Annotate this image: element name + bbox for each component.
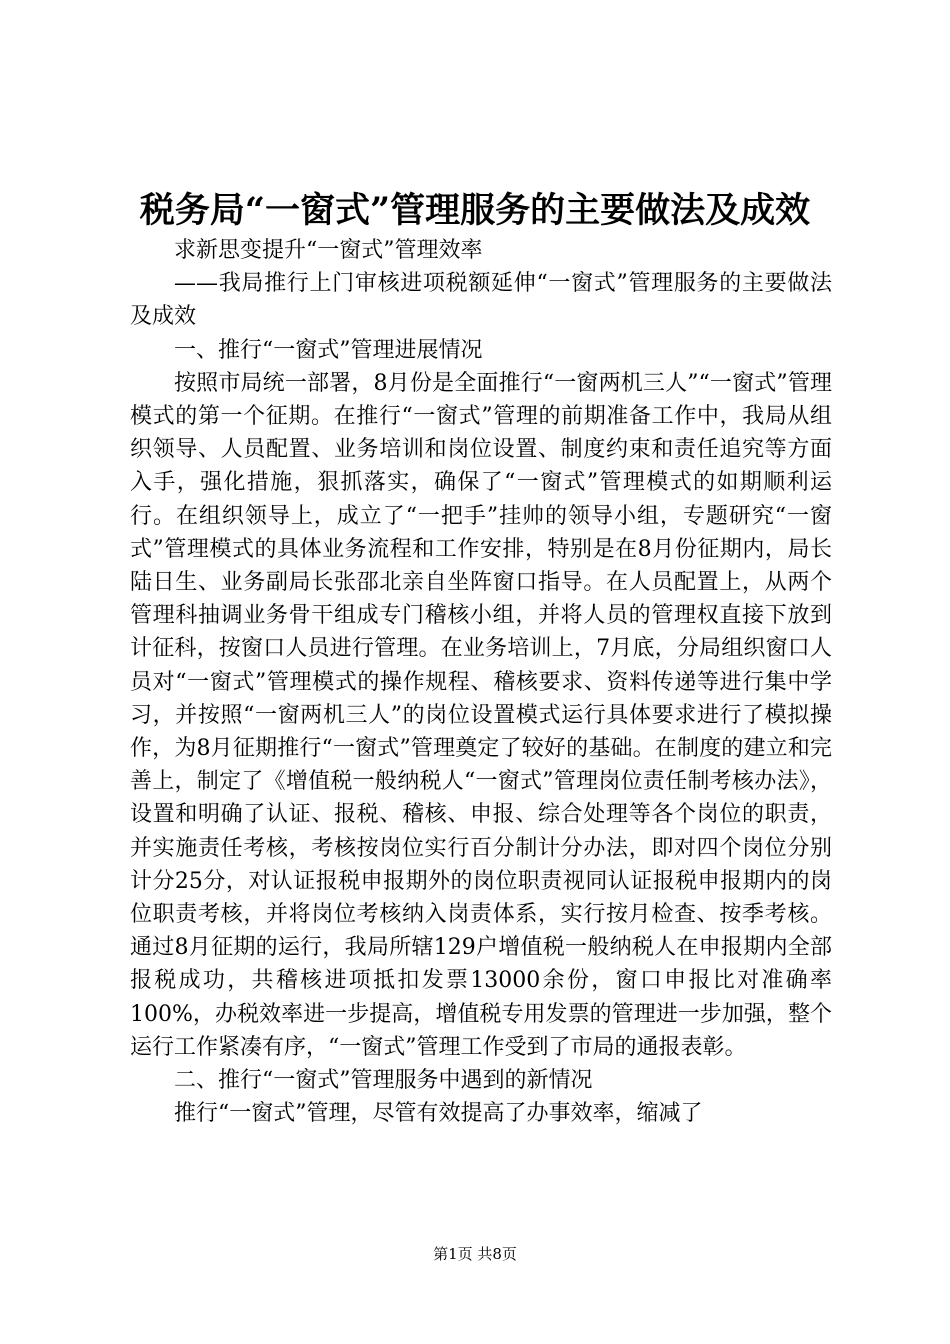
body-paragraph-1: 按照市局统一部署，8月份是全面推行“一窗两机三人”“一窗式”管理模式的第一个征期。在推行“一窗式”管理的前期准备工作中，我局从组织领导、人员配置、业务培训和岗位设置、制度约束和责任追究等方面入手，强化措施，狠抓落实，确保了“一窗式”管理模式的如期顺利运行。在组织领导上，成立了“一把手”挂帅的领导小组，专题研究“一窗式”管理模式的具体业务流程和工作安排，特别是在8月份征期内，局长陆日生、业务副局长张邵北亲自坐阵窗口指导。在人员配置上，从两个管理科抽调业务骨干组成专门稽核小组，并将人员的管理权直接下放到计征科，按窗口人员进行管理。在业务培训上，7月底，分局组织窗口人员对“一窗式”管理模式的操作规程、稽核要求、资料传递等进行集中学习，并按照“一窗两机三人”的岗位设置模式运行具体要求进行了模拟操作，为8月征期推行“一窗式”管理奠定了较好的基础。在制度的建立和完善上，制定了《增值税一般纳税人“一窗式”管理岗位责任制考核办法》，设置和明确了认证、报税、稽核、申报、综合处理等各个岗位的职责，并实施责任考核，考核按岗位实行百分制计分办法，即对四个岗位分别计分25分，对认证报税申报期外的岗位职责视同认证报税申报期内的岗位职责考核，并将岗位考核纳入岗责体系，实行按月检查、按季考核。通过8月征期的运行，我局所辖129户增值税一般纳税人在申报期内全部报税成功，共稽核进项抵扣发票13000余份，窗口申报比对准确率100%，办税效率进一步提高，增值税专用发票的管理进一步加强，整个运行工作紧凑有序，“一窗式”管理工作受到了市局的通报表彰。 — [130, 370, 832, 1060]
page-number-footer: 第1页 共8页 — [433, 1245, 517, 1263]
subtitle-dash-paragraph: ——我局推行上门审核进项税额延伸“一窗式”管理服务的主要做法及成效 — [130, 271, 832, 330]
document-body — [130, 234, 832, 1130]
body-paragraph-2: 推行“一窗式”管理，尽管有效提高了办事效率，缩减了 — [174, 1101, 703, 1127]
section-heading-2: 二、推行“一窗式”管理服务中遇到的新情况 — [174, 1068, 593, 1094]
section-heading-1: 一、推行“一窗式”管理进展情况 — [174, 337, 483, 363]
subtitle-paragraph: 求新思变提升“一窗式”管理效率 — [174, 238, 483, 263]
document-title: 税务局“一窗式”管理服务的主要做法及成效 — [139, 190, 811, 231]
